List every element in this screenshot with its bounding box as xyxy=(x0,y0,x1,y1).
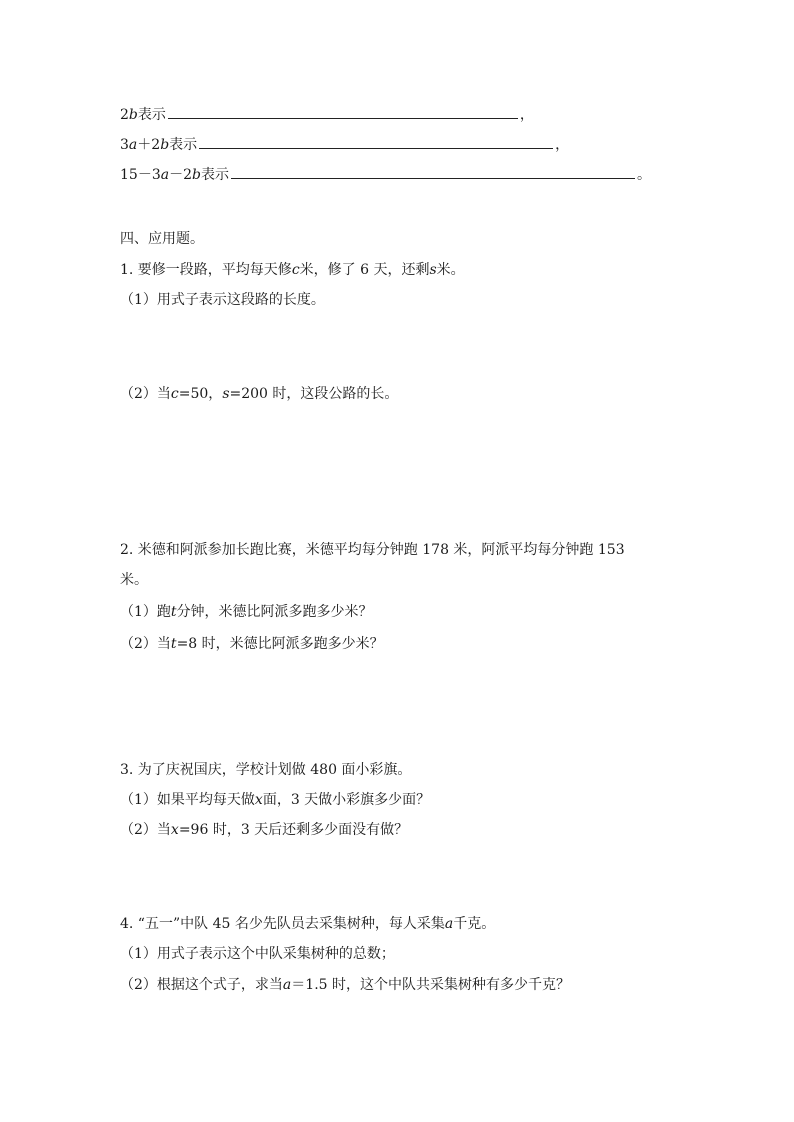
text: ＝1.5 时，这个中队共采集树种有多少千克？ xyxy=(291,977,570,993)
expr-variable: a xyxy=(128,137,138,153)
blank-line-2b xyxy=(120,104,534,125)
question-2-stem-line-1: 2. 米德和阿派参加长跑比赛，米德平均每分钟跑 178 米，阿派平均每分钟跑 153 xyxy=(120,542,625,558)
answer-blank[interactable] xyxy=(231,164,635,179)
question-3-part-2 xyxy=(120,820,408,840)
question-4-part-2 xyxy=(120,975,570,995)
punctuation: 。 xyxy=(636,167,651,183)
question-1-part-2 xyxy=(120,384,398,404)
text: =50， xyxy=(178,386,223,402)
variable-s: s xyxy=(429,262,437,278)
text: 米。 xyxy=(436,262,465,278)
expr-variable: b xyxy=(160,137,170,153)
expr-variable: b xyxy=(128,107,138,123)
punctuation: ， xyxy=(519,107,534,123)
question-4-stem xyxy=(120,914,495,934)
blank-line-15-3a-2b xyxy=(120,164,651,185)
variable-a: a xyxy=(444,916,454,932)
variable-x: x xyxy=(254,792,263,808)
expr-variable: b xyxy=(192,167,201,183)
variable-a: a xyxy=(282,977,292,993)
variable-c: c xyxy=(291,262,300,278)
text: =8 时，米德比阿派多跑多少米？ xyxy=(176,636,384,652)
blank-line-3a2b xyxy=(120,134,569,155)
answer-blank[interactable] xyxy=(168,104,518,119)
text: 米，修了 6 天，还剩 xyxy=(299,262,430,278)
expr-number: 3 xyxy=(120,137,129,153)
punctuation: ， xyxy=(555,137,570,153)
expr-number: 2 xyxy=(120,107,129,123)
answer-blank[interactable] xyxy=(199,134,553,149)
question-3-part-1 xyxy=(120,790,430,810)
expr-number: 15－3 xyxy=(120,167,161,183)
variable-x: x xyxy=(170,822,179,838)
expr-variable: a xyxy=(160,167,170,183)
section-title: 四、应用题。 xyxy=(120,231,204,247)
text: 分钟，米德比阿派多跑多少米？ xyxy=(176,604,373,620)
variable-t: t xyxy=(170,636,177,652)
text: （1）如果平均每天做 xyxy=(120,792,255,808)
text: （2）根据这个式子，求当 xyxy=(120,977,283,993)
variable-c: c xyxy=(170,386,179,402)
text: （1）跑 xyxy=(120,604,171,620)
text: （2）当 xyxy=(120,822,171,838)
expr-label: 表示 xyxy=(169,137,198,153)
question-2-part-2 xyxy=(120,634,384,654)
question-2-part-1 xyxy=(120,602,373,622)
text: =96 时，3 天后还剩多少面没有做？ xyxy=(178,822,409,838)
text: 4. “五一”中队 45 名少先队员去采集树种，每人采集 xyxy=(120,916,445,932)
text: 千克。 xyxy=(453,916,496,932)
text: 面，3 天做小彩旗多少面？ xyxy=(262,792,431,808)
expr-operator: －2 xyxy=(169,167,193,183)
expr-operator: ＋2 xyxy=(137,137,161,153)
variable-t: t xyxy=(170,604,177,620)
text: （2）当 xyxy=(120,386,171,402)
expr-label: 表示 xyxy=(137,107,166,123)
question-3-stem: 3. 为了庆祝国庆，学校计划做 480 面小彩旗。 xyxy=(120,762,412,778)
expr-label: 表示 xyxy=(200,167,229,183)
question-1-stem xyxy=(120,260,465,280)
text: （2）当 xyxy=(120,636,171,652)
text: 1. 要修一段路，平均每天修 xyxy=(120,262,292,278)
variable-s: s xyxy=(222,386,230,402)
text: =200 时，这段公路的长。 xyxy=(229,386,399,402)
question-1-part-1: （1）用式子表示这段路的长度。 xyxy=(120,292,325,308)
question-2-stem-line-2: 米。 xyxy=(120,572,148,588)
question-4-part-1: （1）用式子表示这个中队采集树种的总数； xyxy=(120,946,395,962)
